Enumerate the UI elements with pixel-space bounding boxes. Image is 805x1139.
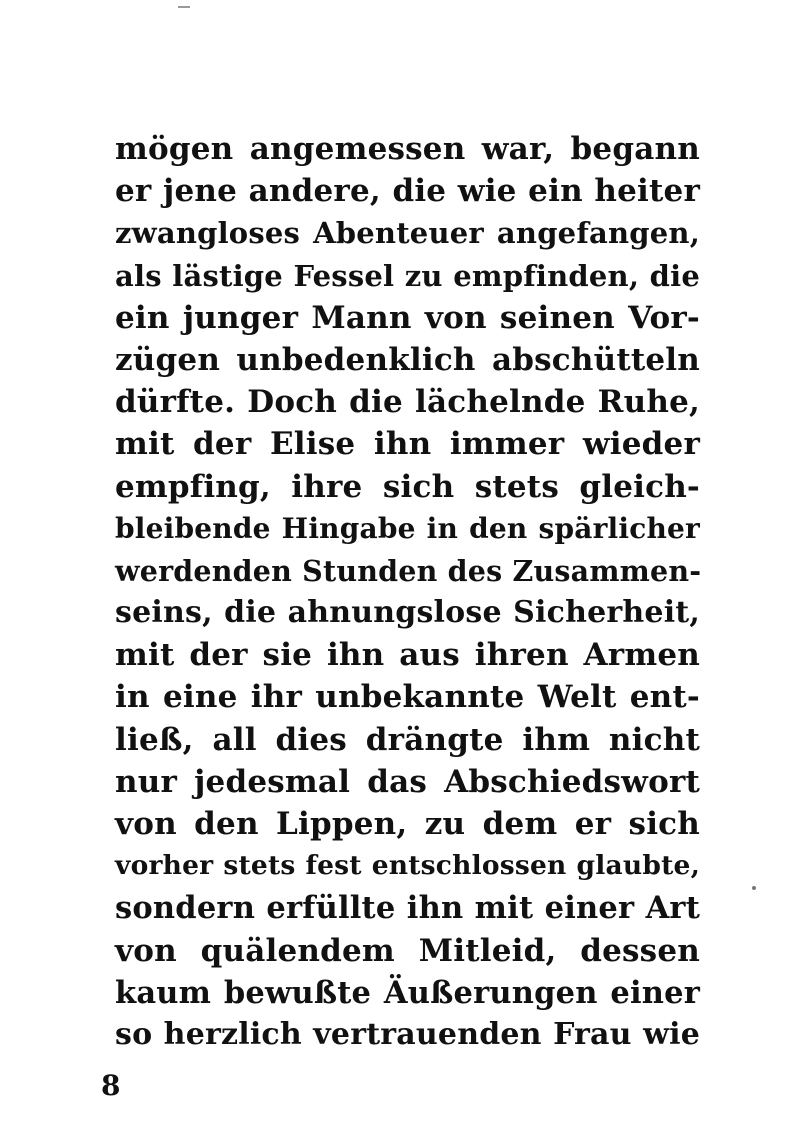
scan-mark [178, 6, 190, 8]
text-line: er jene andere, die wie ein heiter [115, 173, 700, 210]
text-line: werdenden Stunden des Zusammen- [115, 553, 702, 588]
text-line: so herzlich vertrauenden Frau wie [115, 1016, 700, 1052]
text-line: von quälendem Mitleid, dessen [115, 932, 700, 969]
text-line: mit der Elise ihn immer wieder [115, 426, 700, 463]
text-line: ein junger Mann von seinen Vor- [115, 299, 700, 336]
text-line: kaum bewußte Äußerungen einer [115, 974, 700, 1011]
text-line: zügen unbedenklich abschütteln [115, 341, 700, 378]
text-line: empfing, ihre sich stets gleich- [115, 468, 700, 505]
text-line: dürfte. Doch die lächelnde Ruhe, [115, 384, 700, 421]
text-line: mit der sie ihn aus ihren Armen [115, 637, 700, 674]
text-line: in eine ihr unbekannte Welt ent- [115, 679, 700, 716]
body-text [115, 128, 700, 1056]
page-number: 8 [101, 1069, 121, 1102]
text-line: nur jedesmal das Abschiedswort [115, 763, 700, 800]
text-line: vorher stets fest entschlossen glaubte, [115, 850, 700, 882]
text-line: als lästige Fessel zu empfinden, die [115, 258, 700, 293]
text-line: zwangloses Abenteuer angefangen, [115, 216, 700, 251]
scan-speck [752, 886, 756, 890]
text-line: ließ, all dies drängte ihm nicht [115, 721, 700, 758]
text-line: mögen angemessen war, begann [115, 131, 700, 167]
text-line: von den Lippen, zu dem er sich [115, 806, 700, 842]
text-line: seins, die ahnungslose Sicherheit, [115, 595, 700, 631]
text-line: bleibende Hingabe in den spärlicher [115, 511, 700, 545]
text-line: sondern erfüllte ihn mit einer Art [115, 890, 700, 927]
